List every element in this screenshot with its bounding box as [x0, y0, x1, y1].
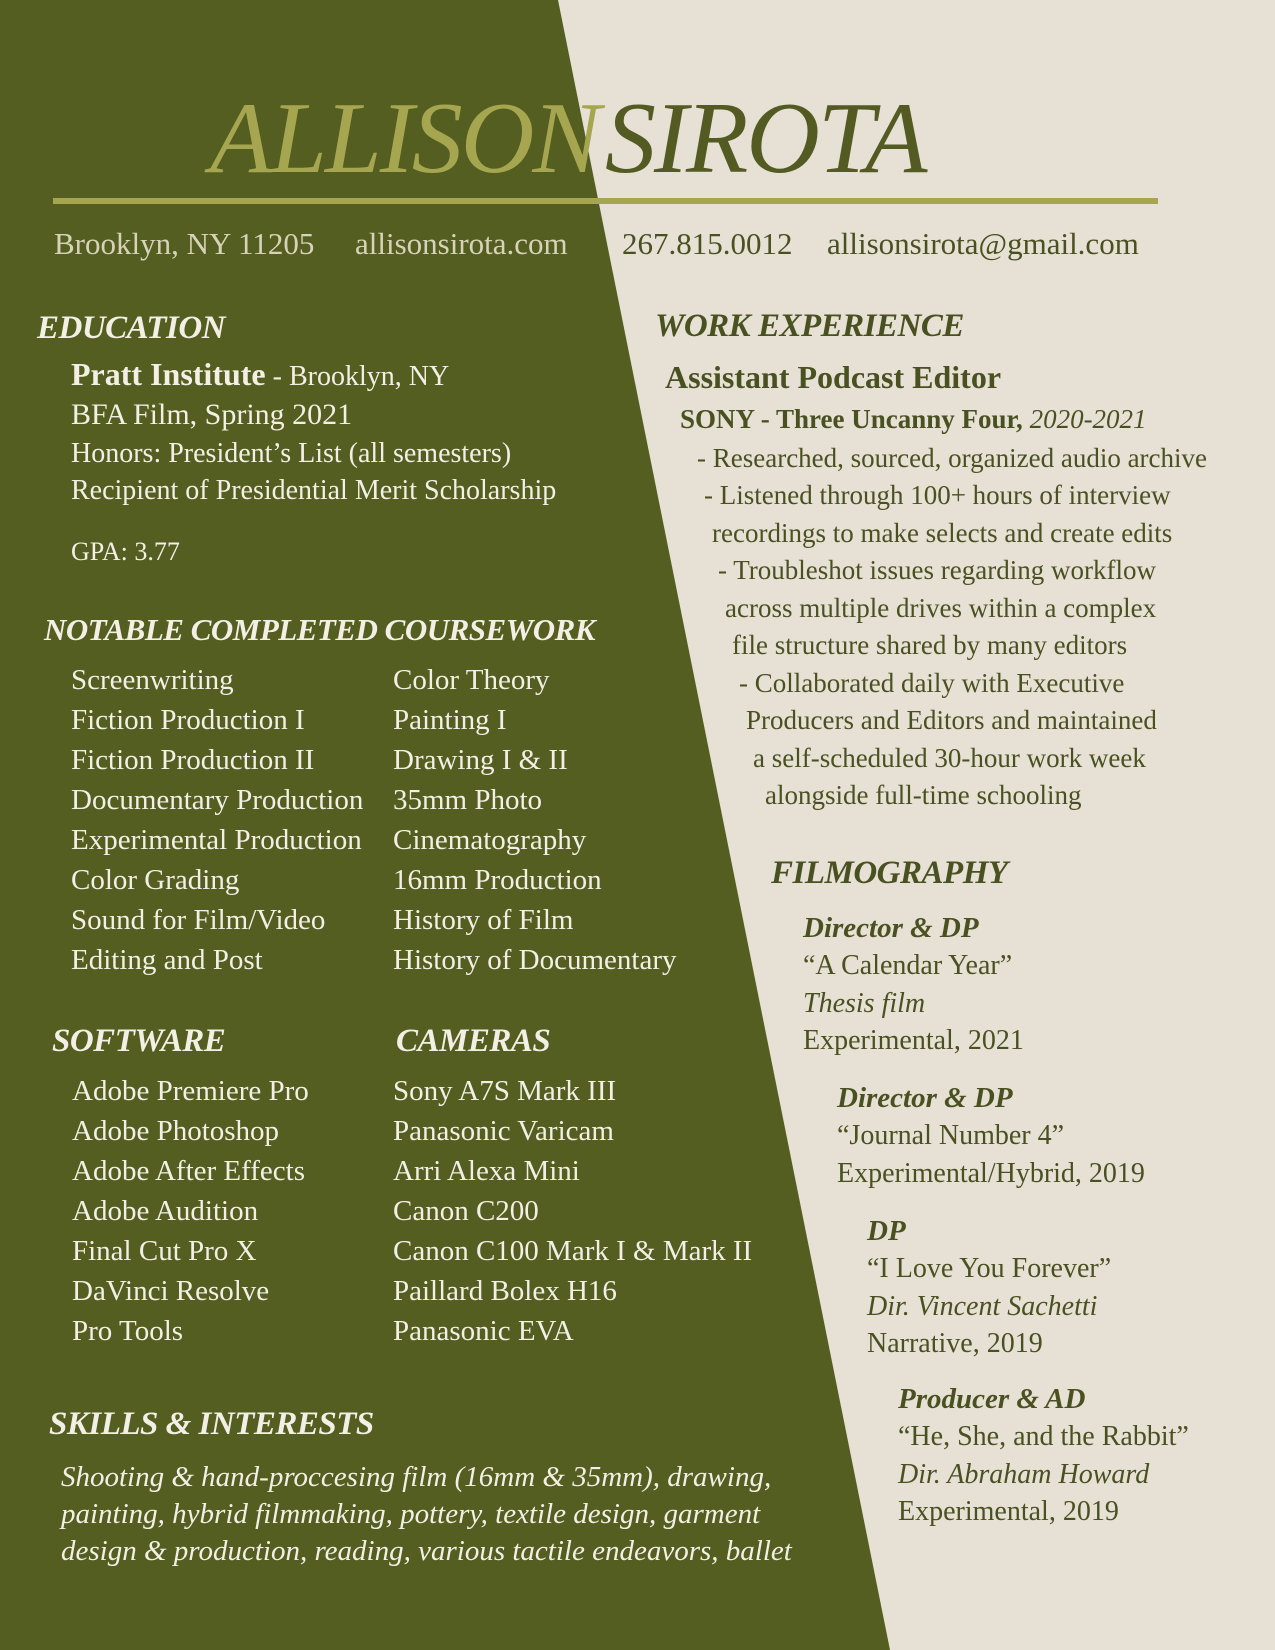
skills-line: painting, hybrid filmmaking, pottery, textile design, garment [61, 1498, 761, 1530]
list-item: Final Cut Pro X [72, 1235, 257, 1267]
list-item: Editing and Post [71, 944, 263, 976]
film-role: Director & DP [837, 1082, 1013, 1114]
job-line: - Collaborated daily with Executive [739, 668, 1125, 698]
list-item: Cinematography [393, 824, 587, 856]
scholarship: Recipient of Presidential Merit Scholarship [71, 475, 557, 506]
job-line: file structure shared by many editors [732, 630, 1128, 660]
job-dates: 2020-2021 [1029, 404, 1147, 434]
list-item: Panasonic EVA [393, 1315, 574, 1347]
list-item: Adobe After Effects [72, 1155, 305, 1187]
film-title: “I Love You Forever” [867, 1253, 1112, 1284]
cameras-heading: CAMERAS [396, 1023, 551, 1059]
film-title: “He, She, and the Rabbit” [898, 1421, 1189, 1452]
contact-phone[interactable]: 267.815.0012 [622, 226, 793, 261]
film-entry [867, 1212, 1111, 1363]
film-note: Thesis film [803, 987, 926, 1019]
film-entry [837, 1079, 1145, 1192]
software-heading: SOFTWARE [52, 1023, 226, 1059]
school-location: - Brooklyn, NY [265, 361, 450, 392]
contact-website[interactable]: allisonsirota.com [355, 226, 568, 261]
coursework-col1 [71, 660, 363, 980]
school-line [71, 356, 556, 395]
film-entry [898, 1380, 1189, 1531]
list-item: History of Film [393, 904, 574, 936]
list-item: Drawing I & II [393, 744, 568, 776]
skills-text [61, 1459, 792, 1570]
job-line: recordings to make selects and create edits [712, 518, 1173, 548]
list-item: Sony A7S Mark III [393, 1075, 617, 1107]
skills-heading: SKILLS & INTERESTS [49, 1406, 374, 1442]
film-genre: Experimental, 2021 [803, 1025, 1024, 1056]
filmography-heading: FILMOGRAPHY [771, 855, 1008, 891]
list-item: Adobe Audition [72, 1195, 259, 1227]
skills-line: design & production, reading, various tactile endeavors, ballet [61, 1535, 792, 1567]
film-role: DP [867, 1215, 906, 1247]
list-item: Pro Tools [72, 1315, 184, 1347]
film-title: “Journal Number 4” [837, 1120, 1065, 1151]
coursework-heading: NOTABLE COMPLETED COURSEWORK [44, 612, 595, 647]
list-item: Canon C200 [393, 1195, 539, 1227]
honors: Honors: President’s List (all semesters) [71, 438, 512, 469]
list-item: Fiction Production I [71, 704, 305, 736]
job-title: Assistant Podcast Editor [665, 359, 1002, 395]
list-item: Color Grading [71, 864, 240, 896]
film-role: Producer & AD [898, 1383, 1086, 1415]
list-item: Color Theory [393, 664, 550, 696]
film-note: Dir. Vincent Sachetti [867, 1290, 1098, 1322]
job-line: a self-scheduled 30-hour work week [753, 743, 1146, 773]
job-company: SONY - Three Uncanny Four, [680, 404, 1030, 434]
skills-line: Shooting & hand-proccesing film (16mm & 35mm), drawing, [61, 1461, 772, 1493]
list-item: Arri Alexa Mini [393, 1155, 580, 1187]
job-line: - Troubleshot issues regarding workflow [718, 555, 1156, 585]
list-item: Canon C100 Mark I & Mark II [393, 1235, 753, 1267]
coursework-col2 [393, 660, 677, 980]
list-item: Adobe Premiere Pro [72, 1075, 309, 1107]
school-name: Pratt Institute [71, 356, 266, 392]
film-genre: Experimental/Hybrid, 2019 [837, 1157, 1145, 1189]
list-item: Fiction Production II [71, 744, 315, 776]
job-line: alongside full-time schooling [765, 780, 1082, 810]
list-item: DaVinci Resolve [72, 1275, 270, 1307]
first-name: ALLISON [210, 82, 599, 195]
gpa: GPA: 3.77 [71, 537, 180, 566]
cameras-list [393, 1071, 752, 1351]
education-block [71, 356, 556, 570]
work-heading: WORK EXPERIENCE [655, 308, 964, 344]
list-item: History of Documentary [393, 944, 677, 976]
film-genre: Experimental, 2019 [898, 1496, 1119, 1527]
degree: BFA Film, Spring 2021 [71, 398, 353, 431]
list-item: Documentary Production [71, 784, 364, 816]
list-item: Painting I [393, 704, 507, 736]
job-line: - Listened through 100+ hours of interview [704, 480, 1171, 510]
contact-location: Brooklyn, NY 11205 [54, 226, 315, 261]
list-item: Paillard Bolex H16 [393, 1275, 617, 1307]
software-list [72, 1071, 309, 1351]
film-entry [803, 909, 1024, 1060]
education-heading: EDUCATION [37, 310, 226, 346]
list-item: 16mm Production [393, 864, 602, 896]
header-rule [53, 198, 1158, 204]
list-item: 35mm Photo [393, 784, 543, 816]
film-note: Dir. Abraham Howard [898, 1458, 1150, 1490]
list-item: Screenwriting [71, 664, 234, 696]
film-title: “A Calendar Year” [803, 950, 1013, 981]
job-line: - Researched, sourced, organized audio archive [697, 443, 1208, 473]
last-name: SIROTA [605, 82, 926, 195]
job-company-line [680, 404, 1147, 435]
contact-email[interactable]: allisonsirota@gmail.com [827, 226, 1139, 261]
list-item: Sound for Film/Video [71, 904, 326, 936]
film-role: Director & DP [803, 912, 979, 944]
list-item: Experimental Production [71, 824, 362, 856]
film-genre: Narrative, 2019 [867, 1328, 1043, 1359]
list-item: Panasonic Varicam [393, 1115, 614, 1147]
job-line: Producers and Editors and maintained [746, 705, 1157, 735]
list-item: Adobe Photoshop [72, 1115, 280, 1147]
job-line: across multiple drives within a complex [725, 593, 1157, 623]
